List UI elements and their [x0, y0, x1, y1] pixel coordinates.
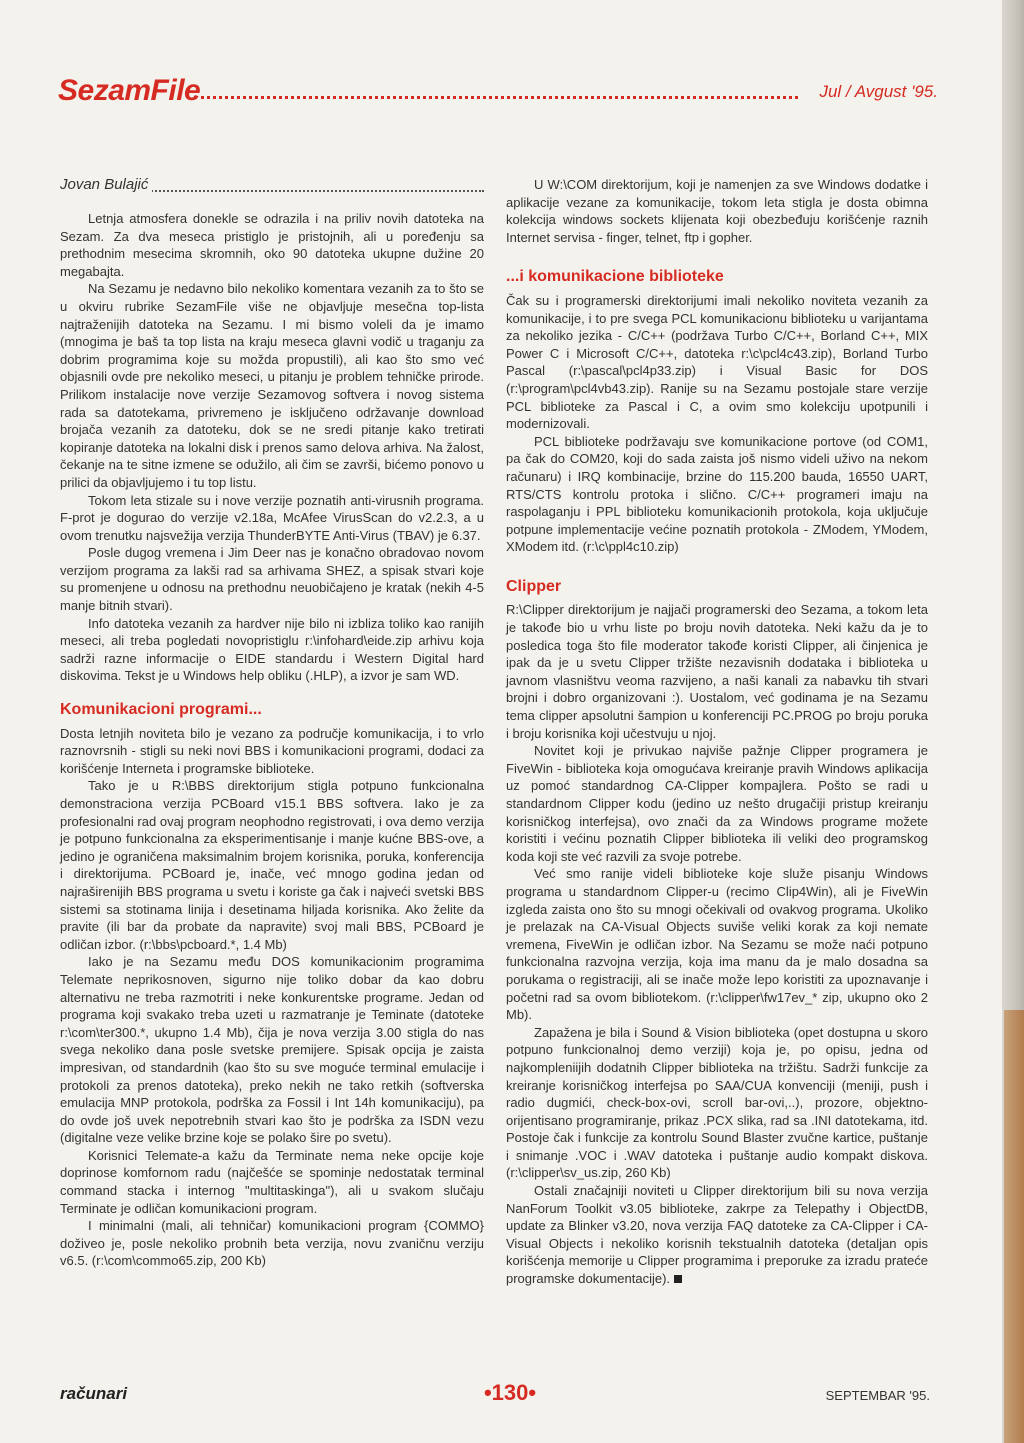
- paragraph: Korisnici Telemate-a kažu da Terminate nema neke opcije koje doprinose komfornom radu (najčešće se spominje nedostatak terminal command stacka i internog "multitaskinga"), ali u svakom slučaju Terminate je odličan komunikacioni program.: [60, 1147, 484, 1216]
- paragraph: I minimalni (mali, ali tehničar) komunikacioni program {COMMO} doživeo je, posle nekoliko probnih beta verzija, novu zvaničnu verziju v6.5. (r:\com\commo65.zip, 200 Kb): [60, 1218, 484, 1269]
- section-brand: SezamFile: [58, 74, 201, 107]
- issue-date: Jul / Avgust '95.: [819, 82, 938, 101]
- section-heading: Clipper: [506, 577, 562, 595]
- paragraph: U W:\COM direktorijum, koji je namenjen za sve Windows dodatke i aplikacije vezane za komunikacije, tokom leta stigla je dosta obimna kolekcija windows sockets klijenata koji obezbeđuju korišćenje raznih Internet servisa - finger, telnet, ftp i gopher.: [506, 177, 928, 245]
- section-heading: ...i komunikacione biblioteke: [506, 268, 724, 286]
- paragraph: Novitet koji je privukao najviše pažnje Clipper programera je FiveWin - biblioteka koja omogućava kreiranje pravih Windows aplikacija uz pomoć standardnog CA-Clipper kompajlera. Pošto se radi u standardnom Clipper kodu (jedino uz nešto drugačiji pristup kreiranju korisničkog interfejsa), ovo znači da za Windows programe možete koristiti i većinu poznatih Clipper biblioteka ili veliki deo programskog koda koji ste već razvili za svoje potrebe.: [506, 743, 928, 864]
- paragraph-text: Ostali značajniji noviteti u Clipper direktorijum bili su nova verzija NanForum Toolkit v3.05 biblioteke, zakrpe za Telepathy i ObjectDB, update za Blinker v3.20, nova verzija FAQ datoteke za CA-Clipper i CA-Visual Objects i nekoliko korisnih tekstualnih datoteka (detaljan opis korišćenja memorije u Clipper programima i preporuke za izradu prateće programske dokumentacije).: [506, 1183, 928, 1287]
- author-row: [60, 176, 484, 198]
- end-of-article-icon: [674, 1275, 682, 1283]
- paragraph: Iako je na Sezamu među DOS komunikacionim programima Telemate neprikosnoven, sigurno nije toliko dobar da kao dobru alternativu ne treba razmotriti i neke konkurentske programe. Jedan od programa koji svakako treba uzeti u razmatranje je Teminate (datoteke r:\com\ter300.*, ukupno 1.4 Mb), čija je nova verzija 3.00 stigla do nas svega nekoliko dana posle svetske premijere. Spisak opcija je zaista impresivan, od standardnih (kao što su sve moguće terminal emulacije i protokoli za prenos datoteka), preko nekih ne tako retkih (softverska emulacija MNP protokola, podrška za Fossil i Int 14h komunikaciju), pa do ovde još uvek nepotrebnih stvari kao što je podrška za ISDN vezu (digitalne veze velike brzine koje se polako šire po svetu).: [60, 954, 484, 1146]
- paragraph: Tako je u R:\BBS direktorijum stigla potpuno funkcionalna demonstraciona verzija PCBoard v15.1 BBS softvera. Iako je za profesionalni rad ovaj program neophodno registrovati, i ova demo verzija je potpuno funkcionalna za eksperimentisanje i manje kućne BBS-ove, a jedino je ograničena maksimalnim brojem korisnika, poruka, konferencija i direktorijuma. PCBoard je, inače, već mnogo godina jedan od najraširenijih BBS programa u svetu i koriste ga čak i najveći svetski BBS sistemi sa stotinama linija i desetinama hiljada korisnika. Ako želite da pravite (ili bar da probate da napravite) svoj mali BBS, PCBoard je odličan izbor. (r:\bbs\pcboard.*, 1.4 Mb): [60, 778, 484, 952]
- table-surface: [1004, 1010, 1024, 1443]
- paragraph: Već smo ranije videli biblioteke koje služe pisanju Windows programa u standardnom Clipper-u (recimo Clip4Win), ali je FiveWin izgleda zaista ono što su mnogi očekivali od ovakvog programa. Ukoliko je prelazak na CA-Visual Objects suviše veliki korak za koji nemate vremena, FiveWin je odličan izbor. Na Sezamu se može naći potpuno funkcionalna razvojna verzija, koja ima manu da je malo dosadna sa porukama o registraciji, ali se inače može lepo koristiti za upoznavanje i početni rad sa ovom bibliotekom. (r:\clipper\fw17ev_* zip, ukupno oko 2 Mb).: [506, 866, 928, 1023]
- paragraph: R:\Clipper direktorijum je najjači programerski deo Sezama, a tokom leta je takođe bio u vrhu liste po broju novih datoteka. Neki kažu da je to posledica toga što file moderator takođe koristi Clipper, ali činjenica je ipak da je u svetu Clipper tržište nezavisnih dodataka i biblioteka u javnom vlasništvu veoma razvijeno, a naši kanali za nabavku tih stvari brojni i dobro organizovani :). Uostalom, već godinama je na Sezamu tema clipper apsolutni šampion u konferenciji PC.PROG po broju poruka i broju korisnika koji učestvuju u njoj.: [506, 602, 928, 741]
- paragraph: [506, 1182, 928, 1288]
- author-name: Jovan Bulajić: [60, 176, 152, 194]
- paragraph: PCL biblioteke podržavaju sve komunikacione portove (od COM1, pa čak do COM20, koji do sada zaista još nismo videli uživo na nekom računaru) i IRQ kombinacije, brzine do 115.200 bauda, 16550 UART, RTS/CTS kontrolu protoka i slično. C/C++ programeri imaju na raspolaganju i PPL biblioteku komunikacionih protokola, koja uključuje potpune implementacije većine poznatih protokola - ZModem, YModem, XModem itd. (r:\c\ppl4c10.zip): [506, 433, 928, 555]
- paragraph: Tokom leta stizale su i nove verzije poznatih anti-virusnih programa. F-prot je dogurao do verzije v2.18a, McAfee VirusScan do v2.2.3, a u ovom trenutku najsvežija verzija ThunderBYTE Anti-Virus (TBAV) je 6.37.: [60, 492, 484, 543]
- left-column: [60, 176, 484, 1270]
- section-heading: Komunikacioni programi...: [60, 701, 262, 719]
- paragraph: Čak su i programerski direktorijumi imali nekoliko noviteta vezanih za komunikacije, i to pre svega PCL komunikacionu biblioteku u varijantama za nekoliko jezika - C/C++ (podržava Turbo C/C++, Borland C++, MIX Power C i Microsoft C/C++, datoteka r:\c\pcl4c43.zip), Borland Turbo Pascal (r:\pascal\pcl4p33.zip) i Visual Basic for DOS (r:\program\pcl4vb43.zip). Ranije su na Sezamu postojale stare verzije PCL biblioteke za Pascal i C, a ovim smo kolekciju upotpunili i modernizovali.: [506, 292, 928, 432]
- paragraph: Letnja atmosfera donekle se odrazila i na priliv novih datoteka na Sezam. Za dva meseca pristiglo je pristojnih, ali u poređenju sa prethodnim mesecima skromnih, oko 90 datoteka ukupne dužine 20 megabajta.: [60, 211, 484, 279]
- magazine-name: računari: [60, 1384, 128, 1403]
- footer-month: SEPTEMBAR '95.: [825, 1388, 930, 1403]
- paragraph: Na Sezamu je nedavno bilo nekoliko komentara vezanih za to što se u okviru rubrike SezamFile više ne objavljuje mesečna top-lista najtraženijih datoteka na Sezamu. I mi bismo voleli da je imamo (mnogima je baš ta top lista na kraju meseca glavni vodič u traganju za dobrim programima koje su možda propustili), ali kao što smo već objasnili ovde pre nekoliko meseci, u pitanju je problem tehničke prirode. Prilikom instalacije nove verzije Sezamovog softvera i novog sistema rada sa datotekama, privremeno je isključeno održavanje download brojača vezanih za datoteku, dok se ne sredi pitanje kako tretirati kopiranje datoteka na lokalni disk i prenos samo delova arhiva. Na žalost, čekanje na te sitne izmene se odužilo, ali čim se završi, bićemo ponovo u prilici da objavljujemo i tu top listu.: [60, 281, 484, 490]
- paragraph: Posle dugog vremena i Jim Deer nas je konačno obradovao novom verzijom programa za lakši rad sa arhivama SHEZ, a spisak stvari koje su promenjene u odnosu na prethodnu neuobičajeno je kratak (nekih 4-5 manje bitnih stvari).: [60, 545, 484, 614]
- header-dot-leader: [194, 96, 798, 99]
- page-header: [58, 74, 938, 114]
- page-number: •130•: [483, 1380, 537, 1405]
- right-column: [506, 176, 928, 1288]
- paragraph: Info datoteka vezanih za hardver nije bilo ni izbliza toliko kao ranijih meseci, ali treba pogledati novopristiglu r:\infohard\eide.zip arhivu koja sadrži razne informacije o EIDE standardu i Western Digital hard diskovima. Tekst je u Windows help obliku (.HLP), a izvor je sam WD.: [60, 615, 484, 684]
- paragraph: Dosta letnjih noviteta bilo je vezano za područje komunikacija, i to vrlo raznovrsnih - stigli su neki novi BBS i komunikacioni programi, dodaci za korišćenje Interneta i programske biblioteke.: [60, 725, 484, 776]
- paragraph: Zapažena je bila i Sound & Vision biblioteka (opet dostupna u skoro potpuno funkcionalnoj demo verziji) koja je, po opisu, jedna od najkompleniijih dodatnih Clipper biblioteka na tržištu. Sadrži funkcije za kreiranje korisničkog interfejsa po SAA/CUA konvenciji (meniji, push i radio dugmići, check-box-ovi, scroll bar-ovi,..), prozore, objektno-orijentisano programiranje, prikaz .PCX slika, rad sa .INI datotekama, itd. Postoje čak i funkcije za kontrolu Sound Blaster zvučne kartice, puštanje i snimanje .VOC i .WAV datoteka i puštanje audio kompakt diskova. (r:\clipper\sv_us.zip, 260 Kb): [506, 1024, 928, 1181]
